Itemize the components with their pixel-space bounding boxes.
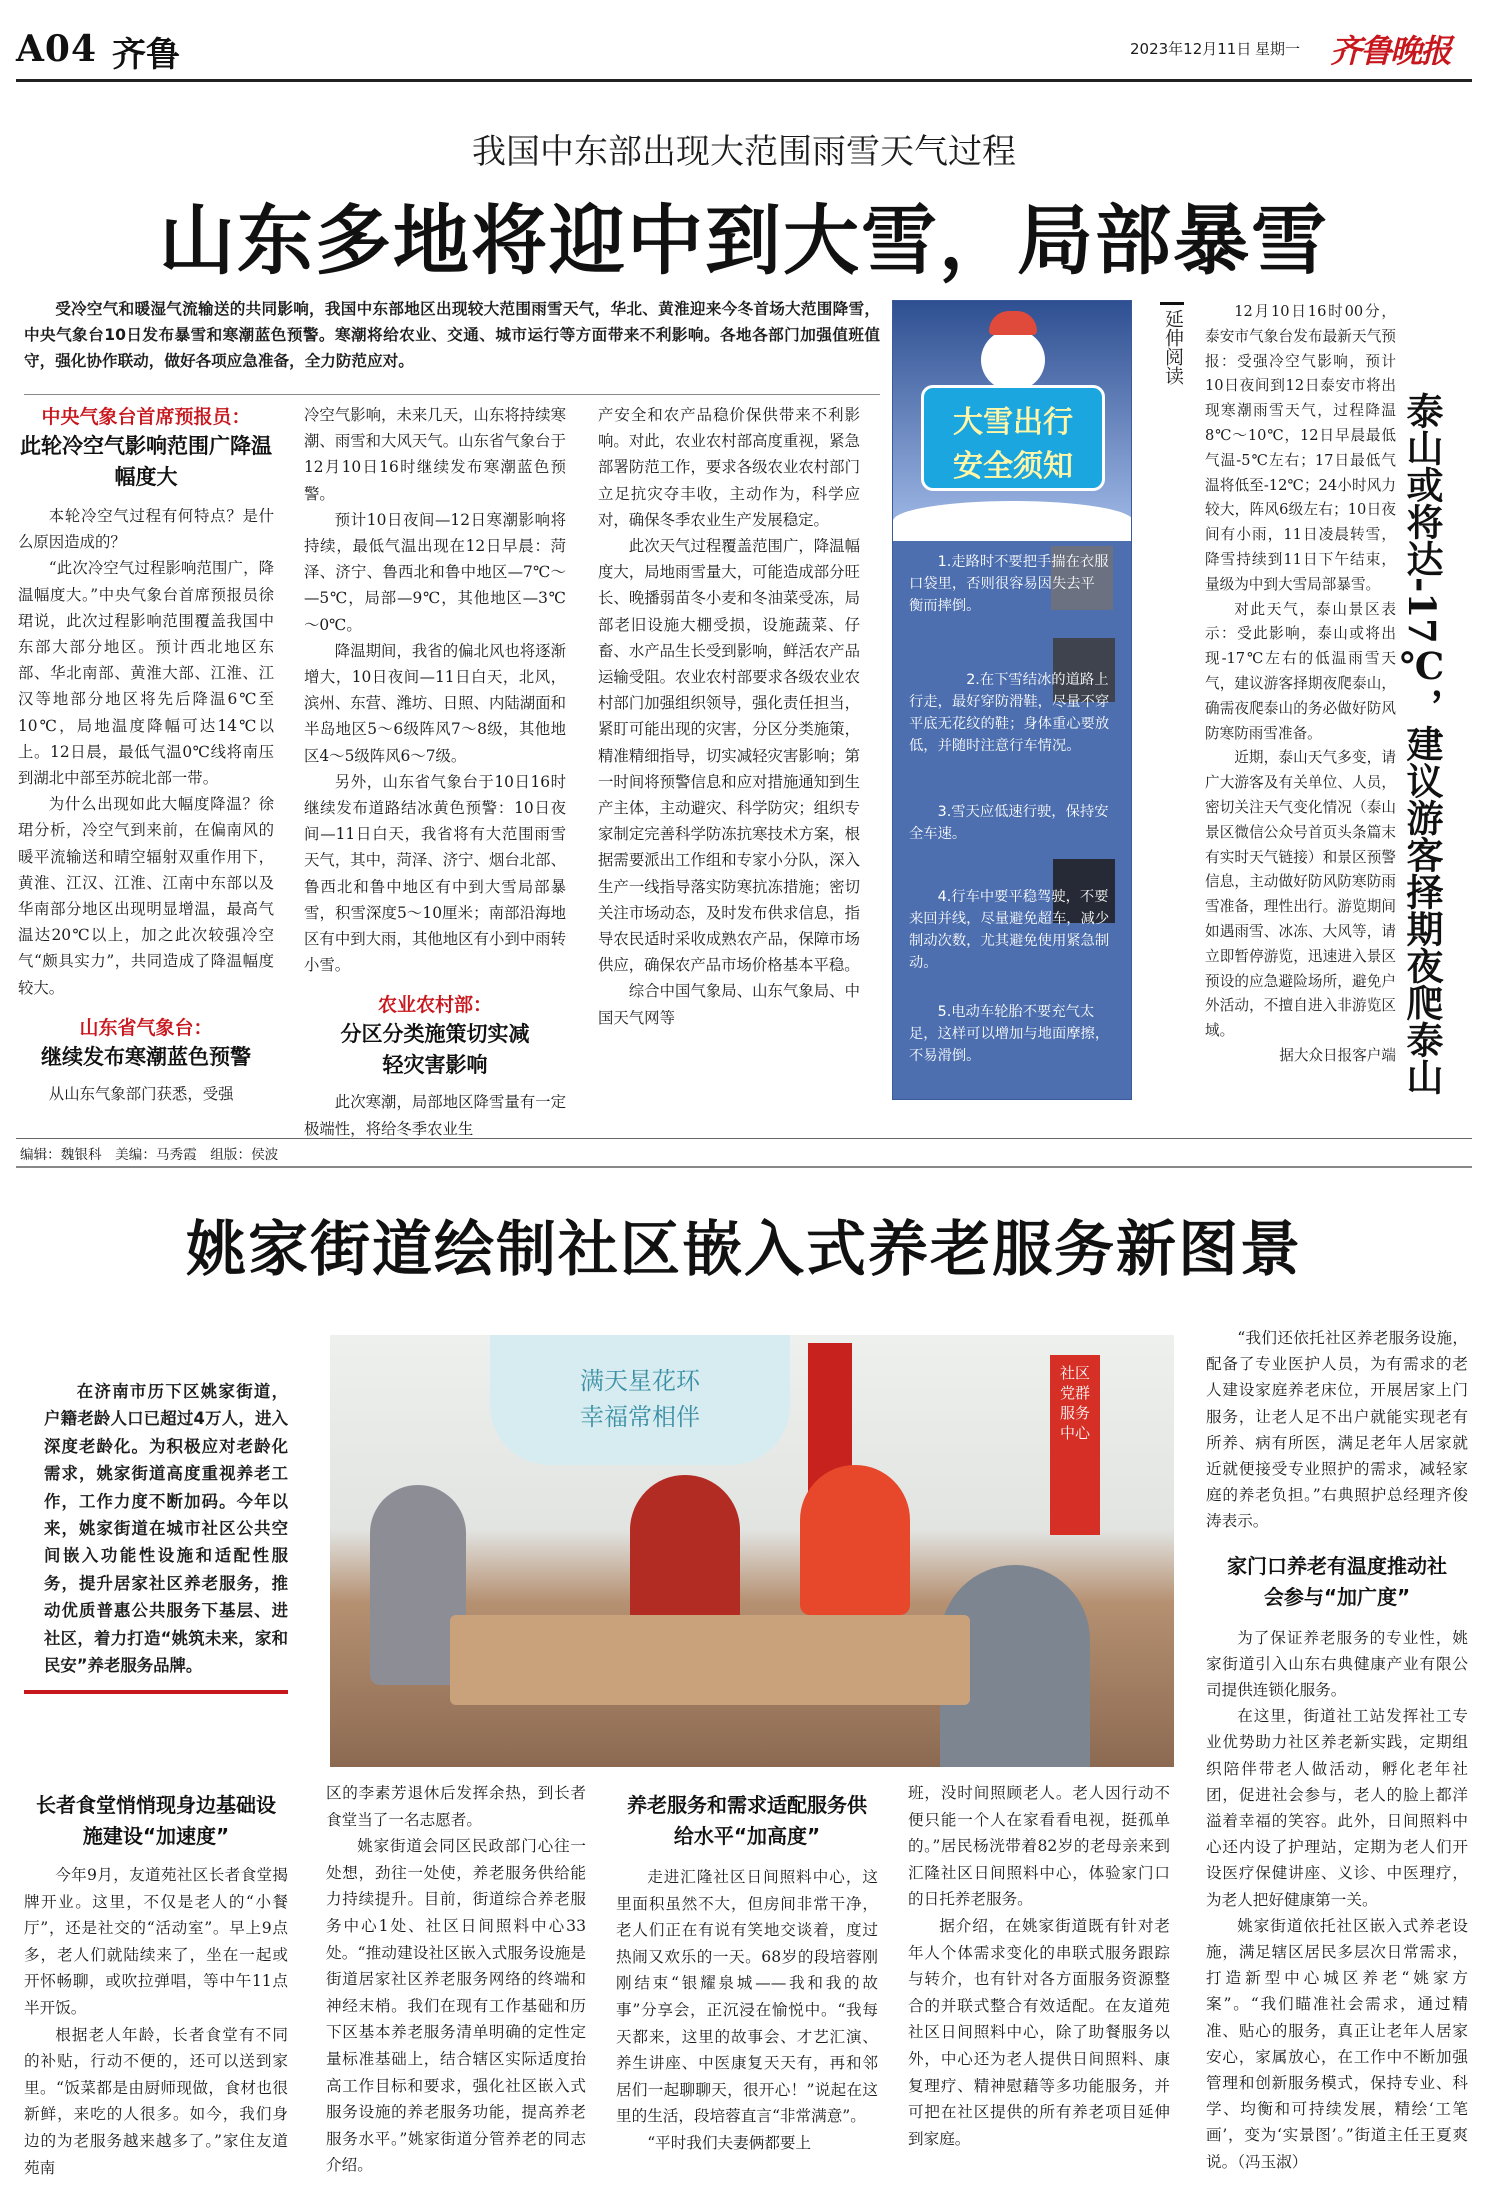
story2-column-1 xyxy=(24,1790,288,2181)
paragraph: 另外，山东省气象台于10日16时继续发布道路结冰黄色预警：10日夜间—11日白天，我省将有大范围雨雪天气，其中，菏泽、济宁、烟台北部、鲁西北和鲁中地区有中到大雪局部暴雪，积雪深度5～10厘米；南部沿海地区有中到大雨，其他地区有小到中雨转小雪。 xyxy=(304,772,566,975)
sidebar-label: 延伸阅读 xyxy=(1160,302,1184,385)
side-panel xyxy=(1050,1355,1100,1535)
safety-tip: 2.在下雪结冰的道路上行走，最好穿防滑鞋，尽量不穿平底无花纹的鞋；身体重心要放低，并随时注意行车情况。 xyxy=(909,672,1110,754)
story2-column-5 xyxy=(1206,1325,1468,2175)
paragraph: 对此天气，泰山景区表示：受此影响，泰山或将出现-17℃左右的低温雨雪天气，建议游客择期夜爬泰山，确需夜爬泰山的务必做好防风防寒防雨雪准备。 xyxy=(1205,600,1396,742)
paragraph: 12月10日16时00分，泰安市气象台发布最新天气预报：受强冷空气影响，预计10日夜间到12日泰安市将出现寒潮雨雪天气，过程降温8℃～10℃，12日早晨最低气温-5℃左右；17日最低气温将低至-12℃；24小时风力较大，阵风6级左右；10日夜间有小雨，11日凌晨转雪，降雪持续到11日下午结束，量级为中到大雪局部暴雪。 xyxy=(1205,303,1396,593)
subhead-red: 农业农村部： xyxy=(377,994,492,1017)
story1-column-2 xyxy=(304,402,566,1142)
section-rule xyxy=(16,1166,1472,1168)
paragraph: 此次寒潮，局部地区降雪量有一定极端性，将给冬季农业生 xyxy=(304,1093,566,1138)
safety-tip: 5.电动车轮胎不要充气太足，这样可以增加与地面摩擦，不易滑倒。 xyxy=(909,1004,1110,1064)
story1-headline: 山东多地将迎中到大雪，局部暴雪 xyxy=(159,196,1329,285)
subhead-black: 继续发布寒潮蓝色预警 xyxy=(41,1044,251,1069)
story1-column-3 xyxy=(598,402,860,1031)
paragraph: 降温期间，我省的偏北风也将逐渐增大，10日夜间—11日白天，北风，滨州、东营、潍坊、日照、内陆湖面和半岛地区5～6级阵风7～8级，其他地区4～5级阵风6～7级。 xyxy=(304,641,566,765)
snowman-icon xyxy=(981,329,1045,391)
paragraph: 今年9月，友道苑社区长者食堂揭牌开业。这里，不仅是老人的“小餐厅”，还是社交的“活动室”。早上9点多，老人们就陆续来了，坐在一起或开怀畅聊，或吹拉弹唱，等中午11点半开饭。 xyxy=(24,1866,288,2017)
issue-date: 2023年12月11日 xyxy=(1130,40,1252,58)
story2-headline: 姚家街道绘制社区嵌入式养老服务新图景 xyxy=(186,1215,1302,1285)
wall-sign-line-2: 幸福常相伴 xyxy=(580,1403,700,1431)
safety-tip: 3.雪天应低速行驶，保持安全车速。 xyxy=(909,804,1109,842)
subhead: 长者食堂悄悄现身边基础设施建设“加速度” xyxy=(36,1793,276,1848)
person-3 xyxy=(800,1465,910,1615)
paragraph: 本轮冷空气过程有何特点？是什么原因造成的？ xyxy=(18,507,274,552)
paragraph: 为了保证养老服务的专业性，姚家街道引入山东右典健康产业有限公司提供连锁化服务。 xyxy=(1206,1628,1468,1700)
subhead: 养老服务和需求适配服务供给水平“加高度” xyxy=(627,1793,867,1848)
credit: 综合中国气象局、山东气象局、中国天气网等 xyxy=(598,982,860,1027)
side-panel-line: 中心 xyxy=(1059,1424,1090,1442)
paragraph: 走进汇隆社区日间照料中心，这里面积虽然不大，但房间非常干净，老人们正在有说有笑地交谈着，度过热闹又欢乐的一天。68岁的段培蓉刚刚结束“银耀泉城——我和我的故事”分享会，正沉浸在愉悦中。“我每天都来，这里的故事会、才艺汇演、养生讲座、中医康复天天有，再和邻居们一起聊聊天，很开心！”说起在这里的生活，段培蓉直言“非常满意”。 xyxy=(616,1868,878,2126)
paragraph: 近期，泰山天气多变，请广大游客及有关单位、人员，密切关注天气变化情况（泰山景区微信公众号首页头条篇末有实时天气链接）和景区预警信息，主动做好防风防寒防雨雪准备，理性出行。游览期间如遇雨雪、冰冻、大风等，请立即暂停游览，迅速进入景区预设的应急避险场所，避免户外活动，不擅自进入非游览区域。 xyxy=(1205,749,1396,1040)
story1-kicker: 我国中东部出现大范围雨雪天气过程 xyxy=(472,132,1016,172)
safety-tip: 1.走路时不要把手揣在衣服口袋里，否则很容易因失去平衡而摔倒。 xyxy=(909,554,1109,614)
paragraph: “我们还依托社区养老服务设施，配备了专业医护人员，为有需求的老人建设家庭养老床位，开展居家上门服务，让老人足不出户就能实现老有所养、病有所医，满足老年人居家就近就便接受专业照护的需求，减轻家庭的养老负担。”右典照护总经理齐俊涛表示。 xyxy=(1206,1329,1468,1531)
paragraph: “平时我们夫妻俩都要上 xyxy=(647,2133,812,2152)
story2-lead: 在济南市历下区姚家街道，户籍老龄人口已超过4万人，进入深度老龄化。为积极应对老龄化需求，姚家街道高度重视养老工作，工作力度不断加码。今年以来，姚家街道在城市社区公共空间嵌入功能性设施和适配性服务，提升居家社区养老服务，推动优质普惠公共服务下基层、进社区，着力打造“姚筑未来，家和民安”养老服务品牌。 xyxy=(44,1382,288,1676)
subhead: 家门口养老有温度推动社会参与“加广度” xyxy=(1227,1553,1447,1609)
craft-table xyxy=(450,1615,970,1705)
masthead-logo: 齐鲁晚报 xyxy=(1330,32,1451,70)
paragraph: 预计10日夜间—12日寒潮影响将持续，最低气温出现在12日早晨：菏泽、济宁、鲁西北和鲁中地区—7℃～—5℃，局部—9℃，其他地区—3℃～0℃。 xyxy=(304,510,566,634)
paragraph: 在这里，街道社工站发挥社工专业优势助力社区养老新实践，定期组织陪伴带老人做活动，孵化老年社团，促进社会参与，老人的脸上都洋溢着幸福的笑容。此外，日间照料中心还内设了护理站，定期为老人们开设医疗保健讲座、义诊、中医理疗，为老人把好健康第一关。 xyxy=(1206,1707,1468,1909)
paragraph: 冷空气影响，未来几天，山东将持续寒潮、雨雪和大风天气。山东省气象台于12月10日16时继续发布寒潮蓝色预警。 xyxy=(304,406,566,503)
sidebar-body xyxy=(1205,300,1396,1069)
sidebar-title: 泰山或将达-17℃，建议游客择期夜爬泰山 xyxy=(1400,392,1444,1095)
story2-column-2 xyxy=(326,1780,586,2179)
snow-ground xyxy=(893,501,1132,541)
elderly-craft-photo xyxy=(330,1335,1174,1767)
story2-column-4 xyxy=(908,1780,1170,2152)
subhead-black: 分区分类施策切实减轻灾害影响 xyxy=(340,1022,530,1078)
paragraph: 据介绍，在姚家街道既有针对老年人个体需求变化的串联式服务跟踪与转介，也有针对各方面服务资源整合的并联式整合有效适配。在友道苑社区日间照料中心，除了助餐服务以外，中心还为老人提供日间照料、康复理疗、精神慰藉等多功能服务，并可把在社区提供的所有养老项目延伸到家庭。 xyxy=(908,1916,1170,2148)
subhead-black: 此轮冷空气影响范围广降温幅度大 xyxy=(20,434,272,489)
staff-rule xyxy=(16,1138,1472,1139)
page-number: A04 xyxy=(16,28,98,70)
safety-tip: 4.行车中要平稳驾驶，不要来回并线，尽量避免超车，减少制动次数，尤其避免使用紧急制动。 xyxy=(909,889,1110,971)
story1-column-1 xyxy=(18,404,274,1107)
paragraph: 为什么出现如此大幅度降温？徐珺分析，冷空气到来前，在偏南风的暖平流输送和晴空辐射双重作用下，黄淮、江汉、江淮、江南中东部以及华南部分地区出现明显增温，最高气温达20℃以上，加之此次较强冷空气“颇具实力”，共同造成了降温幅度较大。 xyxy=(18,795,274,997)
side-panel-line: 服务 xyxy=(1059,1404,1090,1422)
subhead-red: 中央气象台首席预报员： xyxy=(41,406,251,428)
paragraph: 此次天气过程覆盖范围广，降温幅度大，局地雨雪量大，可能造成部分旺长、晚播弱苗冬小麦和冬油菜受冻，局部老旧设施大棚受损，设施蔬菜、仔畜、水产品生长受到影响，鲜活农产品运输受阻。农业农村部要求各级农业农村部门加强组织领导，强化责任担当，紧盯可能出现的灾害，分区分类施策，精准精细指导，切实减轻灾害影响；第一时间将预警信息和应对措施通知到生产主体，主动避灾、科学防灾；组织专家制定完善科学防冻抗寒技术方案，根据需要派出工作组和专家小分队，深入生产一线指导落实防寒抗冻措施；密切关注市场动态，及时发布供求信息，指导农民适时采收成熟农产品，保障市场供应，确保农产品市场价格基本平稳。 xyxy=(598,537,860,975)
paragraph: 根据老人年龄，长者食堂有不同的补贴，行动不便的，还可以送到家里。“饭菜都是由厨师现做，食材也很新鲜，来吃的人很多。如今，我们身边的为老服务越来越多了。”家住友道苑南 xyxy=(24,2025,288,2177)
issue-weekday: 星期一 xyxy=(1255,40,1301,58)
header-rule xyxy=(16,79,1472,82)
paragraph: 从山东气象部门获悉，受强 xyxy=(48,1084,234,1103)
section-name: 齐鲁 xyxy=(112,35,180,75)
paragraph: 姚家街道会同区民政部门心往一处想，劲往一处使，养老服务供给能力持续提升。目前，街道综合养老服务中心1处、社区日间照料中心33处。“推动建设社区嵌入式服务设施是街道居家社区养老服务网络的终端和神经末梢。我们在现有工作基础和历下区基本养老服务清单明确的定性定量标准基础上，结合辖区实际适度抬高工作目标和要求，强化社区嵌入式服务设施的养老服务功能，提高养老服务水平。”姚家街道分管养老的同志介绍。 xyxy=(326,1837,586,2175)
paragraph: 班，没时间照顾老人。老人因行动不便只能一个人在家看看电视，挺孤单的。”居民杨洸带着82岁的老母亲来到汇隆社区日间照料中心，体验家门口的日托养老服务。 xyxy=(908,1784,1170,1909)
subhead-red: 山东省气象台： xyxy=(79,1016,213,1039)
snow-safety-poster xyxy=(892,300,1132,1100)
banner-line-2: 安全须知 xyxy=(953,449,1073,484)
banner-line-1: 大雪出行 xyxy=(953,405,1073,440)
paragraph: “此次冷空气过程影响范围广，降温幅度大。”中央气象台首席预报员徐珺说，此次过程影响范围覆盖我国中东部大部分地区。预计西北地区东部、华北南部、黄淮大部、江淮、江汉等地部分地区将先后降温6℃至10℃，局地温度降幅可达14℃以上。12日晨，最低气温0℃线将南压到湖北中部至苏皖北部一带。 xyxy=(18,559,274,788)
paragraph: 产安全和农产品稳价保供带来不利影响。对此，农业农村部高度重视，紧急部署防范工作，要求各级农业农村部门立足抗灾夺丰收，主动作为，科学应对，确保冬季农业生产发展稳定。 xyxy=(598,406,860,529)
side-panel-line: 党群 xyxy=(1059,1384,1090,1402)
paragraph: 姚家街道依托社区嵌入式养老设施，满足辖区居民多层次日常需求，打造新型中心城区养老“姚家方案”。“我们瞄准社会需求，通过精准、贴心的服务，真正让老年人居家安心，家属放心，在工作中不断加强管理和创新服务模式，保持专业、科学、均衡和可持续发展，精绘‘工笔画’，变为‘实景图’。”街道主任王夏爽说。（冯玉淑） xyxy=(1206,1916,1468,2171)
side-panel-line: 社区 xyxy=(1059,1364,1090,1382)
lead-accent-bar xyxy=(24,1690,288,1694)
story2-column-3 xyxy=(616,1790,878,2157)
staff-credits: 编辑：魏银科 美编：马秀霞 组版：侯波 xyxy=(20,1147,279,1163)
lead-rule xyxy=(24,394,880,395)
wall-sign-line-1: 满天星花环 xyxy=(580,1367,700,1395)
credit: 据大众日报客户端 xyxy=(1279,1046,1396,1064)
paragraph: 区的李素芳退休后发挥余热，到长者食堂当了一名志愿者。 xyxy=(326,1784,586,1829)
story1-lead: 受冷空气和暖湿气流输送的共同影响，我国中东部地区出现较大范围雨雪天气，华北、黄淮迎来今冬首场大范围降雪，中央气象台10日发布暴雪和寒潮蓝色预警。寒潮将给农业、交通、城市运行等方面带来不利影响。各地各部门加强值班值守，强化协作联动，做好各项应急准备，全力防范应对。 xyxy=(24,300,880,370)
